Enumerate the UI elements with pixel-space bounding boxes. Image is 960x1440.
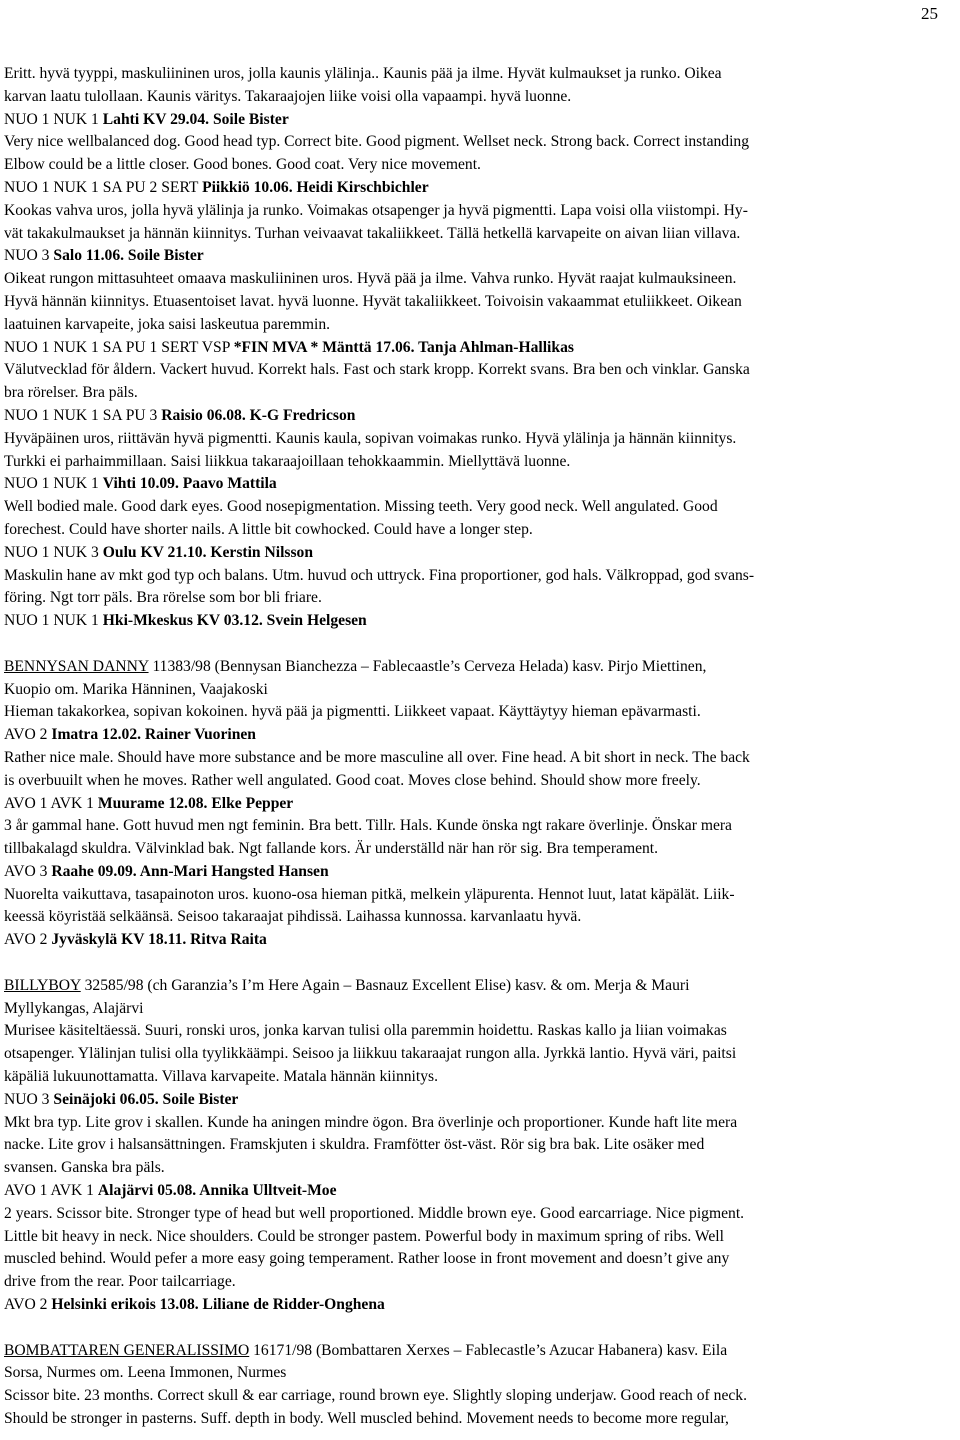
text-segment: bra rörelser. Bra päls.: [4, 384, 138, 402]
text-line: [4, 1271, 954, 1294]
text-segment: käpäliä lukuunottamatta. Villava karvapeite. Matala hännän kiinnitys.: [4, 1068, 438, 1086]
text-segment: 16171/98 (Bombattaren Xerxes – Fablecastle’s Azucar Habanera) kasv. Eila: [249, 1341, 728, 1359]
text-segment: nacke. Lite grov i halsansättningen. Framskjuten i skuldra. Framfötter öst-väst. Rör sig bra bak. Lite osäker med: [4, 1136, 705, 1154]
text-line: [4, 701, 954, 724]
text-segment: NUO 1 NUK 1: [4, 475, 103, 493]
show-info: Piikkiö 10.06. Heidi Kirschbichler: [202, 178, 429, 196]
dog-name: BILLYBOY: [4, 976, 81, 994]
dog-name: BENNYSAN DANNY: [4, 657, 149, 675]
text-segment: Murisee käsiteltäessä. Suuri, ronski uros, jonka karvan tulisi olla paremmin hoidettu. Raskas kallo ja liian voimakas: [4, 1022, 727, 1040]
text-segment: Kookas vahva uros, jolla hyvä ylälinja ja runko. Voimakas otsapenger ja hyvä pigmentti. Lapa voisi olla viistompi. Hy-: [4, 201, 748, 219]
text-line: [4, 245, 954, 268]
text-segment: AVO 2: [4, 1296, 52, 1314]
show-info: Salo 11.06. Soile Bister: [53, 247, 204, 265]
document-body: [4, 63, 954, 1431]
text-line: [4, 565, 954, 588]
text-line: [4, 1089, 954, 1112]
show-info: Vihti 10.09. Paavo Mattila: [102, 475, 277, 493]
text-segment: NUO 1 NUK 1 SA PU 1 SERT VSP: [4, 338, 234, 356]
text-line: [4, 1385, 954, 1408]
text-line: [4, 268, 954, 291]
text-segment: AVO 2: [4, 726, 52, 744]
blank-line: [4, 633, 954, 656]
text-segment: Well bodied male. Good dark eyes. Good nosepigmentation. Missing teeth. Very good neck. Well angulated. Good: [4, 498, 718, 516]
text-segment: Kuopio om. Marika Hänninen, Vaajakoski: [4, 680, 268, 698]
text-line: [4, 382, 954, 405]
page-number: 25: [921, 4, 938, 23]
text-segment: NUO 1 NUK 1: [4, 110, 103, 128]
text-segment: Mkt bra typ. Lite grov i skallen. Kunde ha aningen mindre ögon. Bra överlinje och proportioner. Kunde haft lite mera: [4, 1113, 738, 1131]
text-segment: otsapenger. Ylälinjan tulisi olla tyylikkäämpi. Seisoo ja liikkuu takaraajat rungon alla. Jyrkkä lantio. Hyvä väri, paitsi: [4, 1045, 737, 1063]
show-info: Imatra 12.02. Rainer Vuorinen: [51, 726, 256, 744]
text-segment: vät takakulmaukset ja hännän kiinnitys. Turhan veivaavat takaliikkeet. Tällä hetkellä karvapeite on aivan liian villava.: [4, 224, 741, 242]
text-line: [4, 496, 954, 519]
text-segment: forechest. Could have shorter nails. A little bit cowhocked. Could have a longer step.: [4, 520, 533, 538]
show-info: Alajärvi 05.08. Annika Ulltveit-Moe: [97, 1182, 337, 1200]
show-info: Seinäjoki 06.05. Soile Bister: [53, 1090, 239, 1108]
text-segment: NUO 3: [4, 1090, 54, 1108]
text-segment: Hyväpäinen uros, riittävän hyvä pigmentti. Kaunis kaula, sopivan voimakas runko. Hyvä ylälinja ja hännän kiinnitys.: [4, 429, 737, 447]
text-line: [4, 109, 954, 132]
text-line: [4, 1134, 954, 1157]
text-line: [4, 1112, 954, 1135]
text-line: [4, 1362, 954, 1385]
text-segment: Elbow could be a little closer. Good bones. Good coat. Very nice movement.: [4, 156, 481, 174]
text-line: [4, 587, 954, 610]
text-segment: Hyvä hännän kiinnitys. Etuasentoiset lavat. hyvä luonne. Hyvät takaliikkeet. Toivoisin vakaammat etuliikkeet. Oikean: [4, 292, 742, 310]
text-line: [4, 200, 954, 223]
text-line: [4, 838, 954, 861]
text-segment: karvan laatu tulollaan. Kaunis väritys. Takaraajojen liike voisi olla vapaampi. hyvä luonne.: [4, 87, 572, 105]
text-line: [4, 405, 954, 428]
text-line: [4, 975, 954, 998]
text-line: [4, 770, 954, 793]
text-segment: AVO 1 AVK 1: [4, 1182, 98, 1200]
text-segment: svansen. Ganska bra päls.: [4, 1159, 165, 1177]
text-segment: NUO 1 NUK 1 SA PU 2 SERT: [4, 178, 203, 196]
text-line: [4, 679, 954, 702]
show-info: Raisio 06.08. K-G Fredricson: [161, 406, 356, 424]
text-segment: Välutvecklad för åldern. Vackert huvud. Korrekt hals. Fast och stark kropp. Korrekt svans. Bra ben och vinklar. Ganska: [4, 361, 750, 379]
text-line: [4, 177, 954, 200]
text-line: [4, 1043, 954, 1066]
text-segment: AVO 3: [4, 862, 52, 880]
text-line: [4, 929, 954, 952]
text-line: [4, 1066, 954, 1089]
text-segment: Rather nice male. Should have more substance and be more masculine all over. Fine head. A bit short in neck. The back: [4, 748, 750, 766]
text-line: [4, 359, 954, 382]
show-info: Oulu KV 21.10. Kerstin Nilsson: [102, 543, 314, 561]
text-segment: 3 år gammal hane. Gott huvud men ngt feminin. Bra bett. Tillr. Hals. Kunde önska ngt rakare överlinje. Önskar mera: [4, 817, 732, 835]
text-segment: Should be stronger in pasterns. Suff. depth in body. Well muscled behind. Movement needs to become more regular,: [4, 1410, 729, 1428]
blank-line: [4, 952, 954, 975]
text-segment: AVO 2: [4, 931, 52, 949]
text-segment: Eritt. hyvä tyyppi, maskuliininen uros, jolla kaunis ylälinja.. Kaunis pää ja ilme. Hyvät kulmaukset ja runko. Oikea: [4, 65, 722, 82]
text-line: [4, 451, 954, 474]
text-segment: Turkki ei parhaimmillaan. Saisi liikkua takaraajoillaan tehokkaammin. Miellyttävä luonne.: [4, 452, 571, 470]
text-segment: muscled behind. Would pefer a more easy going temperament. Rather loose in front movement and doesn’t give any: [4, 1250, 730, 1268]
show-info: Jyväskylä KV 18.11. Ritva Raita: [51, 931, 267, 949]
text-line: [4, 861, 954, 884]
text-segment: Maskulin hane av mkt god typ och balans. Utm. huvud och uttryck. Fina proportioner, god hals. Välkroppad, god svans-: [4, 566, 755, 584]
text-line: [4, 1180, 954, 1203]
text-segment: AVO 1 AVK 1: [4, 794, 98, 812]
text-line: [4, 63, 954, 86]
show-info: Lahti KV 29.04. Soile Bister: [102, 110, 289, 128]
text-line: [4, 1408, 954, 1431]
show-info: *FIN MVA * Mänttä 17.06. Tanja Ahlman-Hallikas: [233, 338, 574, 356]
text-segment: 2 years. Scissor bite. Stronger type of head but well proportioned. Middle brown eye. Good earcarriage. Nice pigment.: [4, 1204, 745, 1222]
text-line: [4, 314, 954, 337]
text-line: [4, 1294, 954, 1317]
show-info: Helsinki erikois 13.08. Liliane de Ridder-Onghena: [51, 1296, 385, 1314]
text-segment: Sorsa, Nurmes om. Leena Immonen, Nurmes: [4, 1364, 287, 1382]
text-line: [4, 86, 954, 109]
text-line: [4, 1226, 954, 1249]
show-info: Muurame 12.08. Elke Pepper: [97, 794, 294, 812]
text-segment: Nuorelta vaikuttava, tasapainoton uros. kuono-osa hieman pitkä, melkein yläpurenta. Hennot luut, latat käpälät. Liik-: [4, 885, 735, 903]
text-line: [4, 291, 954, 314]
text-segment: laatuinen karvapeite, joka saisi laskeutua paremmin.: [4, 315, 331, 333]
text-line: [4, 1248, 954, 1271]
text-segment: NUO 3: [4, 247, 54, 265]
text-line: [4, 747, 954, 770]
text-line: [4, 906, 954, 929]
text-segment: keessä köyristää selkäänsä. Seisoo takaraajat pihdissä. Laihassa kunnossa. karvanlaatu hyvä.: [4, 908, 582, 926]
text-line: [4, 1203, 954, 1226]
text-line: [4, 1157, 954, 1180]
text-segment: Oikeat rungon mittasuhteet omaava maskuliininen uros. Hyvä pää ja ilme. Vahva runko. Hyvät raajat kulmauksineen.: [4, 270, 737, 288]
text-segment: tillbakalagd skuldra. Välvinklad bak. Ngt fallande kors. Är underställd när han rör sig. Bra temperament.: [4, 840, 659, 858]
text-line: [4, 724, 954, 747]
text-segment: 11383/98 (Bennysan Bianchezza – Fablecaastle’s Cerveza Helada) kasv. Pirjo Miettinen,: [148, 657, 707, 675]
show-info: Raahe 09.09. Ann-Mari Hangsted Hansen: [51, 862, 329, 880]
text-segment: Hieman takakorkea, sopivan kokoinen. hyvä pää ja pigmentti. Liikkeet vapaat. Käyttäytyy hieman epävarmasti.: [4, 703, 701, 721]
text-segment: Scissor bite. 23 months. Correct skull & ear carriage, round brown eye. Slightly sloping underjaw. Good reach of neck.: [4, 1387, 747, 1405]
text-line: [4, 793, 954, 816]
text-segment: Little bit heavy in neck. Nice shoulders. Could be stronger pastem. Powerful body in maximum spring of ribs. Well: [4, 1227, 724, 1245]
text-segment: drive from the rear. Poor tailcarriage.: [4, 1273, 236, 1291]
text-segment: is overbuuilt when he moves. Rather well angulated. Good coat. Moves close behind. Should show more freely.: [4, 771, 701, 789]
dog-name: BOMBATTAREN GENERALISSIMO: [4, 1341, 250, 1359]
text-line: [4, 428, 954, 451]
text-line: [4, 815, 954, 838]
text-segment: 32585/98 (ch Garanzia’s I’m Here Again – Basnauz Excellent Elise) kasv. & om. Merja & Mauri: [80, 976, 690, 994]
text-line: [4, 154, 954, 177]
text-segment: Myllykangas, Alajärvi: [4, 999, 144, 1017]
text-line: [4, 519, 954, 542]
text-segment: Very nice wellbalanced dog. Good head typ. Correct bite. Good pigment. Wellset neck. Strong back. Correct instanding: [4, 133, 750, 151]
text-segment: föring. Ngt torr päls. Bra rörelse som bor bli friare.: [4, 589, 322, 607]
text-line: [4, 656, 954, 679]
text-line: [4, 473, 954, 496]
text-segment: NUO 1 NUK 1: [4, 612, 103, 630]
text-line: [4, 1020, 954, 1043]
text-segment: NUO 1 NUK 1 SA PU 3: [4, 406, 162, 424]
text-line: [4, 998, 954, 1021]
text-line: [4, 610, 954, 633]
text-segment: NUO 1 NUK 3: [4, 543, 103, 561]
show-info: Hki-Mkeskus KV 03.12. Svein Helgesen: [102, 612, 367, 630]
text-line: [4, 223, 954, 246]
blank-line: [4, 1317, 954, 1340]
text-line: [4, 337, 954, 360]
text-line: [4, 1340, 954, 1363]
text-line: [4, 542, 954, 565]
text-line: [4, 131, 954, 154]
text-line: [4, 884, 954, 907]
